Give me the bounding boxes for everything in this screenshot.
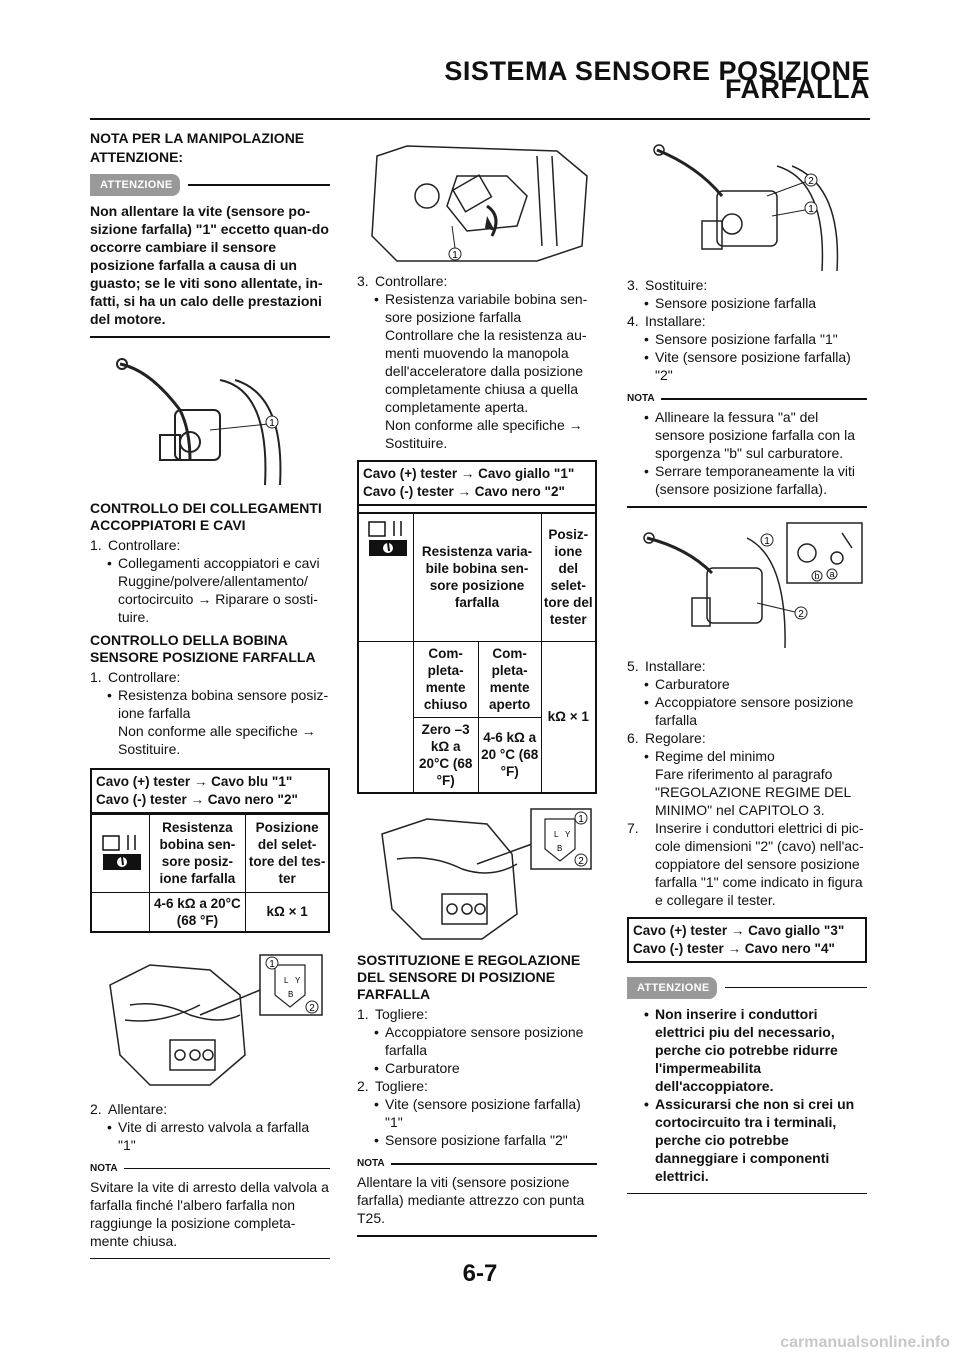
nota-text-2: Allentare la viti (sensore posizione farfalla) mediante attrezzo con punta T25. (357, 1174, 585, 1226)
nota-header-2: NOTA (357, 1155, 597, 1173)
tester-icon (368, 520, 408, 558)
svg-text:2: 2 (309, 1002, 315, 1014)
controllo-heading: CONTROLLO DEI COLLEGAMENTI ACCOPPIATORI E CAVI (90, 499, 322, 533)
header-rule (90, 118, 870, 120)
throttle-stop-screw-figure (357, 136, 597, 268)
attenzione-badge: ATTENZIONE (90, 174, 180, 196)
svg-text:2: 2 (808, 176, 814, 187)
cavo-spec-box-1: Cavo (+) tester → Cavo blu "1" Cavo (-) tester → Cavo nero "2" (90, 768, 330, 814)
svg-text:B: B (288, 989, 294, 999)
resistance-spec-table-1: Resistenza bobina sen-sore posiz-ione farfalla Posizione del selet-tore del tes-ter 4-6 kΩ a 20°C (68 °F) kΩ × 1 (90, 814, 330, 933)
watermark: carmanualsonline.info (780, 1334, 950, 1351)
throttle-sensor-figure-1 (90, 350, 330, 490)
sensor-removal-figure (627, 136, 867, 272)
nota-text-1: Svitare la vite di arresto della valvola a farfalla finché l'albero farfalla non raggiunge la posizione completa-mente chiusa. (90, 1178, 329, 1249)
column-1: NOTA PER LA MANIPOLAZIONE ATTENZIONE: ATTENZIONE Non allentare la vite (sensore po-sizione farfalla) "1" eccetto quan-do occorre cambiare il sensore posizione farfalla a causa di un guasto; se le viti sono allentate, in-fatti, si ha un calo delle prestazioni del motore. 1 CONTROLLO DEI COLLEGAMENTI ACCOPPIATORI E CAVI 1. Controllare: • Collegamenti accoppiatori e cavi Ruggine/polvere/allentamento/ cortocircuito → Riparare o sosti-tuire. CONTROLLO DELLA BOBINA SENSORE POSIZIONE FARFALLA 1. Controllare: • Resistenza bobina sensore posiz-ione farfalla Non conforme alle specifiche → Sostituire. Cavo (+) tester → Cavo blu "1" Cavo (-) tester → Cavo nero "2" Resistenza bobina sen-sore posiz-ione farfalla Posizione del selet-tore del tes-ter 4-6 kΩ a 20°C (68 °F) kΩ × 1 L Y B 1 2 2. Allentare: • Vite di arresto valvola a farfalla "1" NOTA Svitare la vite di arresto della valvola a farfalla finché l'albero farfalla non raggiunge la posizione completa-mente chiusa. (90, 130, 330, 1259)
step1-bullet: • Collegamenti accoppiatori e cavi (90, 554, 330, 572)
nota-manipolazione-heading: NOTA PER LA MANIPOLAZIONE (90, 130, 305, 146)
attenzione-header-2: ATTENZIONE (627, 977, 867, 999)
resistance-spec-table-2: Resistenza varia-bile bobina sen-sore posizione farfalla Posiz-ione del selet-tore del tester Com-pleta-mente chiuso Com-pleta-mente aperto kΩ × 1 Zero –3 kΩ a 20°C (68 °F) 4-6 kΩ a 20 °C (68 °F) (357, 512, 597, 794)
svg-text:a: a (829, 568, 835, 579)
column-2: 1 3. Controllare: • Resistenza variabile bobina sen-sore posizione farfalla Controllare che la resistenza au-menti muovendo la manopola dell'acceleratore dalla posizione completamente chiusa a quella completamente aperta. Non conforme alle specifiche → Sostituire. Cavo (+) tester → Cavo giallo "1" Cavo (-) tester → Cavo nero "2" Resistenza varia-bile bobina sen-sore posizione farfalla Posiz-ione del selet-tore del tester Com-pleta-mente chiuso Com-pleta-mente aperto kΩ × 1 Zero –3 kΩ a 20°C (68 °F) 4-6 kΩ a 20 °C (68 °F) L Y B 1 2 SOSTITUZIONE E REGOLAZIONE DEL SENSORE DI POSIZIONE FARFALLA 1. Togliere: • Accoppiatore sensore posizione farfalla • Carburatore 2. Togliere: • Vite (sensore posizione farfalla) "1" • Sensore posizione farfalla "2" NOTA Allentare la viti (sensore posizione farfalla) mediante attrezzo con punta T25. (357, 130, 597, 1237)
svg-text:2: 2 (798, 608, 804, 620)
tester-icon-cell (91, 814, 149, 892)
column-3: 2 1 3. Sostituire: • Sensore posizione farfalla 4. Installare: • Sensore posizione farfalla "1" • Vite (sensore posizione farfalla) "2" NOTA • Allineare la fessura "a" del sensore posizione farfalla con la sporgenza "b" sul carburatore. • Serrare temporaneamente la viti (sensore posizione farfalla). 1 b a 2 5. Installare: • Carburatore • Accoppiatore sensore posizione farfalla 6. Regolare: • Regime del minimo Fare riferimento al paragrafo "REGOLAZIONE REGIME DEL MINIMO" nel CAPITOLO 3. 7. Inserire i conduttori elettrici di pic-cole dimensioni "2" (cavo) nell'ac-coppiatore del sensore posizione farfalla "1" come indicato in figura e collegare il tester. Cavo (+) tester → Cavo giallo "3" Cavo (-) tester → Cavo nero "4" ATTENZIONE • Non inserire i conduttori elettrici piu del necessario, perche cio potrebbe ridurre l'impermeabilita dell'accoppiatore. • Assicurarsi che non si crei un cortocircuito tra i terminali, perche cio potrebbe danneggiare i componenti elettrici. (627, 130, 867, 1194)
attenzione-text: Non allentare la vite (sensore po-sizione farfalla) "1" eccetto quan-do occorre cambiare il sensore posizione farfalla a causa di un guasto; se le viti sono allentate, in-fatti, si ha un calo delle prestazioni del motore. (90, 203, 329, 327)
cavo-spec-box-3: Cavo (+) tester → Cavo giallo "3" Cavo (-) tester → Cavo nero "4" (627, 917, 867, 963)
sostituzione-heading: SOSTITUZIONE E REGOLAZIONE DEL SENSORE DI POSIZIONE FARFALLA (357, 952, 581, 1002)
svg-text:Y: Y (565, 830, 571, 839)
svg-text:1: 1 (764, 535, 770, 547)
cavo-spec-box-2: Cavo (+) tester → Cavo giallo "1" Cavo (-) tester → Cavo nero "2" (357, 460, 597, 506)
attenzione-end-rule (90, 336, 330, 338)
connector-figure-2 (357, 804, 597, 944)
page-number: 6-7 (462, 1260, 498, 1287)
svg-text:L: L (554, 830, 559, 839)
svg-text:2: 2 (578, 856, 584, 867)
bobina-heading: CONTROLLO DELLA BOBINA SENSORE POSIZIONE FARFALLA (90, 631, 316, 665)
sensor-alignment-figure (627, 518, 867, 653)
svg-text:L: L (284, 975, 289, 985)
svg-text:1: 1 (808, 204, 814, 215)
nota-header-3: NOTA (627, 390, 867, 408)
svg-text:1: 1 (452, 250, 458, 261)
nota-header-1: NOTA (90, 1160, 330, 1178)
page-title: SISTEMA SENSORE POSIZIONE FARFALLA (444, 56, 870, 104)
attenzione-heading: ATTENZIONE: (90, 149, 184, 165)
svg-text:b: b (814, 570, 820, 581)
svg-text:B: B (557, 844, 563, 853)
attenzione-header (90, 174, 330, 196)
fig1-callout: 1 (269, 417, 275, 429)
connector-figure-1 (90, 945, 330, 1090)
svg-text:1: 1 (269, 958, 275, 970)
svg-text:1: 1 (578, 814, 584, 825)
svg-text:Y: Y (295, 975, 301, 985)
tester-icon (102, 834, 142, 872)
